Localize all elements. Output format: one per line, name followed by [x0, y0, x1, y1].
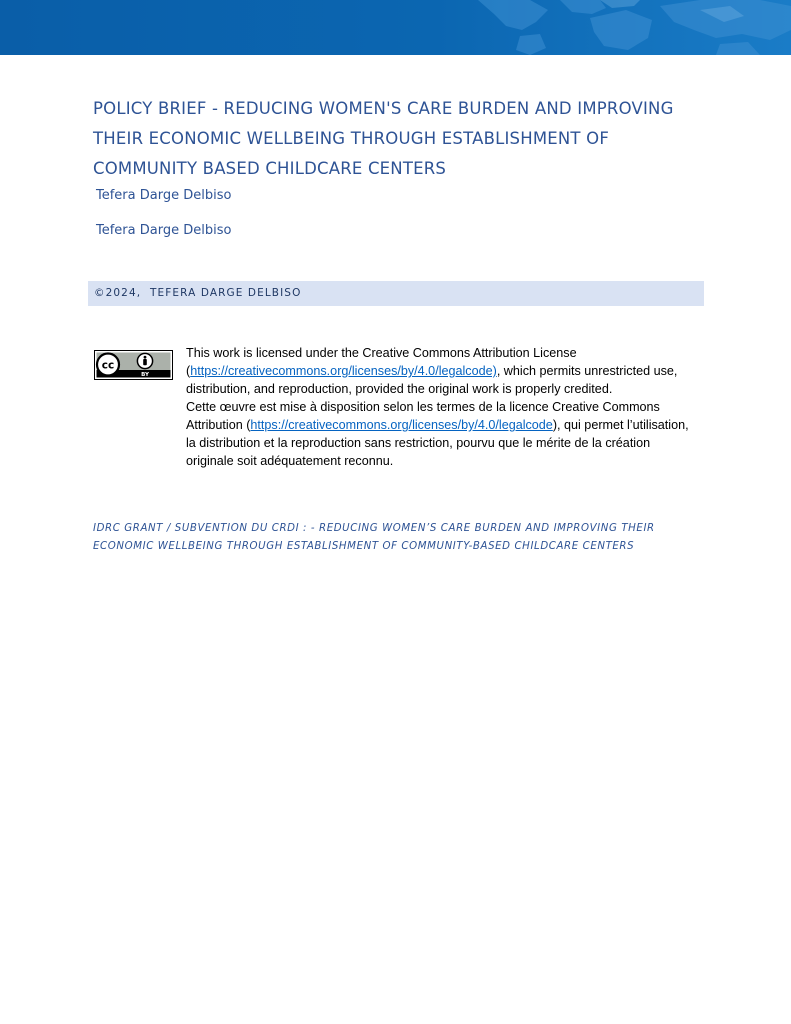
world-map-graphic	[0, 0, 791, 55]
document-title: POLICY BRIEF - REDUCING WOMEN'S CARE BURDEN AND IMPROVING THEIR ECONOMIC WELLBEING THROUGH ESTABLISHMENT OF COMMUNITY BASED CHILDCARE CENTERS	[93, 99, 674, 178]
author-name: Tefera Darge Delbiso	[96, 223, 232, 238]
license-en-text: This work is licensed under the Creative Commons Attribution License (	[186, 346, 577, 378]
license-fr-text: ), qui permet l’utilisation, la distribution et la reproduction sans restriction, pourvu que le mérite de la création originale soit adéquatement reconnu.	[186, 418, 689, 468]
copyright-bar: ©2024, TEFERA DARGE DELBISO	[88, 281, 704, 306]
license-fr-text: Cette œuvre est mise à disposition selon les termes de la licence Creative Commons Attribution (	[186, 400, 660, 432]
creative-commons-by-icon	[94, 350, 173, 380]
grant-info: IDRC GRANT / SUBVENTION DU CRDI : - REDUCING WOMEN’S CARE BURDEN AND IMPROVING THEIR ECONOMIC WELLBEING THROUGH ESTABLISHMENT OF COMMUNITY-BASED CHILDCARE CENTERS	[93, 523, 655, 552]
license-english	[186, 344, 701, 398]
license-link[interactable]: https://creativecommons.org/licenses/by/4.0/legalcode	[250, 418, 553, 432]
header-banner	[0, 0, 791, 55]
license-french	[186, 398, 701, 470]
license-text	[186, 344, 701, 470]
author-name: Tefera Darge Delbiso	[96, 188, 232, 203]
license-en-text: , which permits unrestricted use, distribution, and reproduction, provided the original work is properly credited.	[186, 364, 678, 396]
license-link[interactable]: https://creativecommons.org/licenses/by/4.0/legalcode)	[190, 364, 497, 378]
cc-glyph: cc	[101, 359, 115, 372]
by-label: BY	[141, 372, 149, 379]
